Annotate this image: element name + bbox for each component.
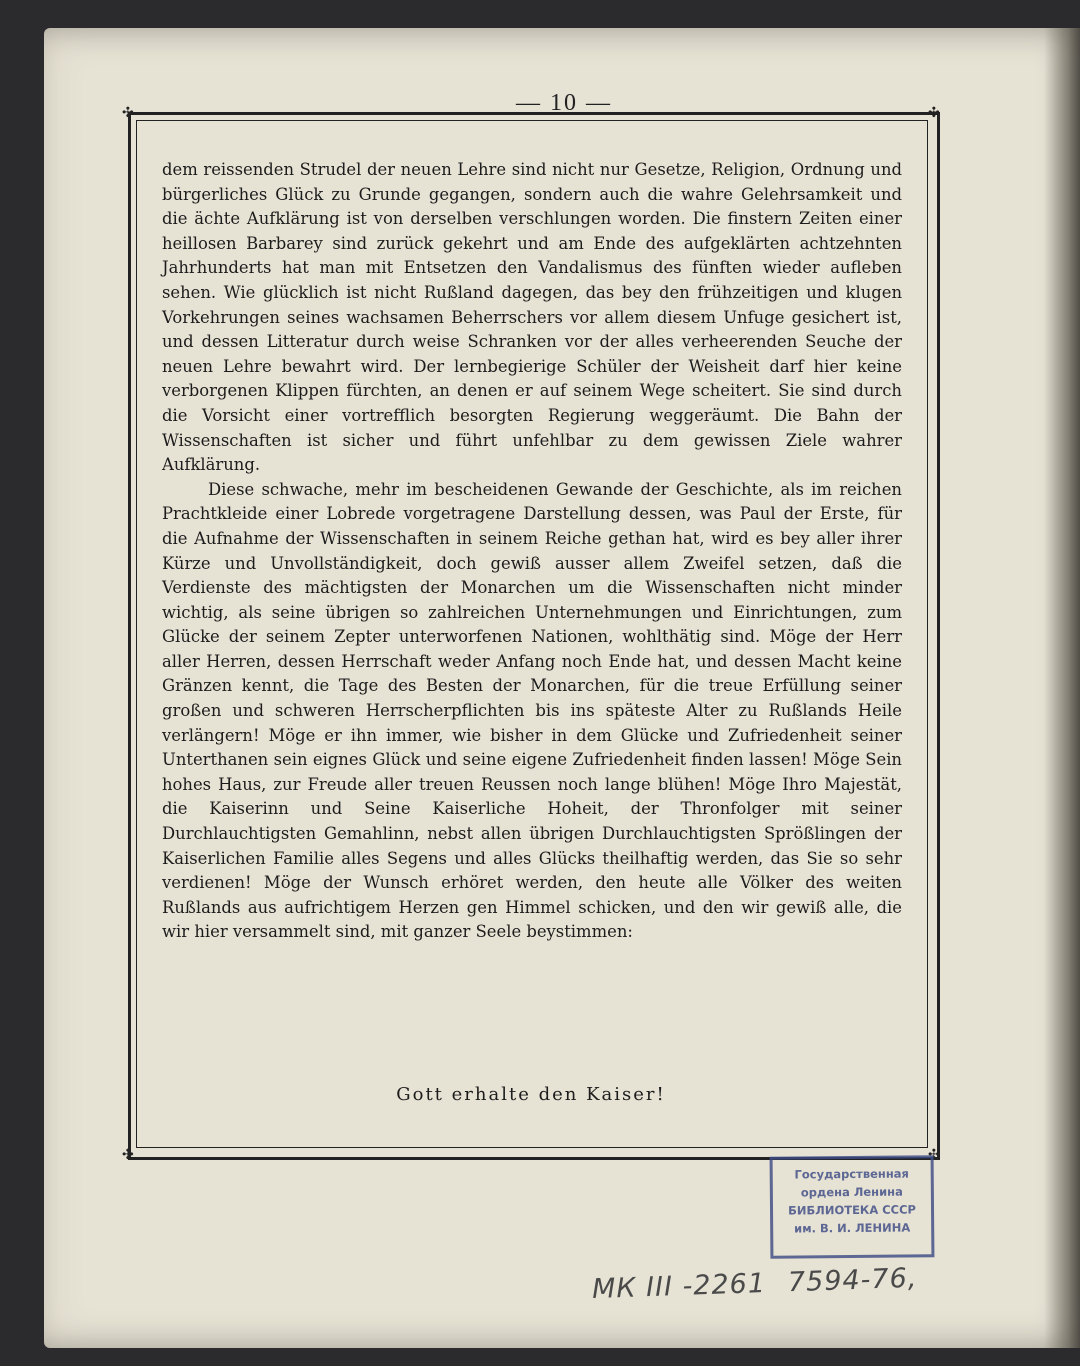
stamp-line-1: Государственная — [794, 1166, 909, 1182]
stamp-line-2: ордена Ленина — [800, 1184, 903, 1200]
frame-corner-ornament-icon: ✣ — [928, 1147, 940, 1163]
body-text — [162, 158, 902, 945]
frame-corner-ornament-icon: ✣ — [122, 1147, 134, 1163]
call-number: МК III -2261 — [591, 1267, 767, 1306]
page-number: — 10 — — [516, 90, 612, 116]
inventory-number: 7594-76, — [787, 1262, 918, 1299]
paragraph-2: Diese schwache, mehr im bescheidenen Gewande der Geschichte, als im reichen Prachtkleide einer Lobrede vorgetragene Darstellung dessen, was Paul der Erste, für die Aufnahme der Wissenschaften in seinem Reiche gethan hat, wird es bey aller ihrer Kürze und Unvollständigkeit, doch gewiß ausser allem Zweifel setzen, daß die Verdienste des mächtigsten der Monarchen um die Wissenschaften nicht minder wichtig, als seine übrigen so zahlreichen Unternehmungen und Einrichtungen, zum Glücke der seinem Zepter unterworfenen Nationen, wohlthätig sind. Möge der Herr aller Herren, dessen Herrschaft weder Anfang noch Ende hat, und dessen Macht keine Gränzen kennt, die Tage des Besten der Monarchen, für die treue Erfüllung seiner großen und schweren Herrscherpflichten bis ins späteste Alter zu Rußlands Heile verlängern! Möge er ihn immer, wie bisher in dem Glücke und Zufriedenheit seiner Unterthanen sein eignes Glück und seine eigene Zufriedenheit finden lassen! Möge Sein hohes Haus, zur Freude aller treuen Reussen noch lange blühen! Möge Ihro Majestät, die Kaiserinn und Seine Kaiserliche Hoheit, der Thronfolger mit seiner Durchlauchtigsten Gemahlinn, nebst allen übrigen Durchlauchtigsten Sprößlingen der Kaiserlichen Familie alles Segens und alles Glücks theilhaftig werden, das Sie so sehr verdienen! Möge der Wunsch erhöret werden, den heute alle Völker des weiten Rußlands aus aufrichtigem Herzen gen Himmel schicken, und den wir gewiß alle, die wir hier versammelt sind, mit ganzer Seele beystimmen: — [162, 479, 902, 942]
stamp-line-4: им. В. И. ЛЕНИНА — [794, 1220, 911, 1236]
page-gutter-shadow — [1044, 28, 1080, 1348]
frame-corner-ornament-icon: ✣ — [928, 105, 940, 121]
stamp-line-3: БИБЛИОТЕКА СССР — [788, 1202, 917, 1218]
library-stamp — [770, 1155, 935, 1258]
closing-line: Gott erhalte den Kaiser! — [396, 1084, 666, 1105]
frame-corner-ornament-icon: ✣ — [122, 105, 134, 121]
paragraph-1: dem reissenden Strudel der neuen Lehre sind nicht nur Gesetze, Religion, Ordnung und bürgerliches Glück zu Grunde gegangen, sondern auch die wahre Gelehrsamkeit und die ächte Aufklärung ist von derselben verschlungen worden. Die finstern Zeiten einer heillosen Barbarey sind zurück gekehrt und am Ende des aufgeklärten achtzehnten Jahrhunderts hat man mit Entsetzen den Vandalismus des fünften wieder aufleben sehen. Wie glücklich ist nicht Rußland dagegen, das bey den frühzeitigen und klugen Vorkehrungen seines wachsamen Beherrschers vor allem diesem Unfuge gesichert ist, und dessen Litteratur durch weise Schranken vor der alles verheerenden Seuche der neuen Lehre bewahrt wird. Der lernbegierige Schüler der Weisheit darf hier keine verborgenen Klippen fürchten, an denen er auf seinem Wege scheitert. Sie sind durch die Vorsicht einer vortrefflich besorgten Regierung weggeräumt. Die Bahn der Wissenschaften ist sicher und führt unfehlbar zu dem gewissen Ziele wahrer Aufklärung. — [162, 160, 902, 475]
